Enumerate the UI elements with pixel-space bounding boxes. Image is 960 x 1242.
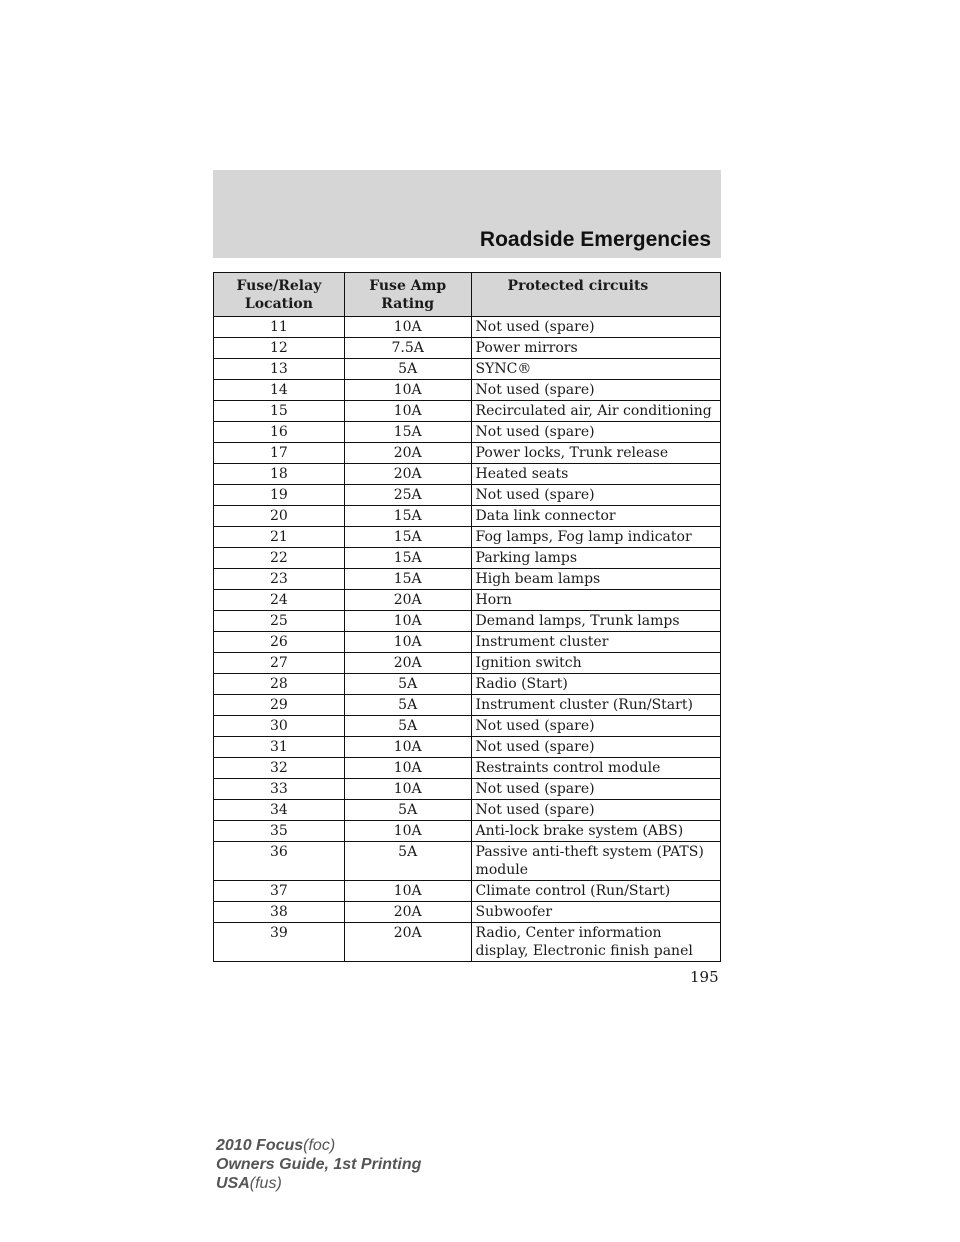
cell-location: 20 [214, 506, 345, 527]
table-row [214, 821, 721, 842]
table-row [214, 422, 721, 443]
table-header-row [214, 273, 721, 317]
table-row [214, 527, 721, 548]
cell-amp: 5A [344, 359, 471, 380]
table-row [214, 590, 721, 611]
cell-circuits: Not used (spare) [471, 485, 720, 506]
cell-amp: 5A [344, 674, 471, 695]
cell-amp: 10A [344, 317, 471, 338]
cell-amp: 10A [344, 401, 471, 422]
cell-circuits: Instrument cluster (Run/Start) [471, 695, 720, 716]
cell-circuits: Parking lamps [471, 548, 720, 569]
page-number: 195 [690, 968, 719, 986]
cell-circuits: Not used (spare) [471, 380, 720, 401]
cell-amp: 15A [344, 422, 471, 443]
footer-line-2: Owners Guide, 1st Printing [216, 1156, 422, 1173]
cell-amp: 20A [344, 590, 471, 611]
cell-amp: 25A [344, 485, 471, 506]
column-header-amp [344, 273, 471, 317]
cell-amp: 5A [344, 800, 471, 821]
table-row [214, 800, 721, 821]
cell-circuits: Not used (spare) [471, 317, 720, 338]
cell-amp: 20A [344, 923, 471, 962]
section-header-band [213, 170, 721, 258]
cell-circuits: Horn [471, 590, 720, 611]
cell-location: 36 [214, 842, 345, 881]
cell-location: 39 [214, 923, 345, 962]
cell-amp: 20A [344, 902, 471, 923]
cell-location: 25 [214, 611, 345, 632]
cell-circuits: Not used (spare) [471, 779, 720, 800]
cell-circuits: Data link connector [471, 506, 720, 527]
section-title: Roadside Emergencies [479, 228, 711, 251]
cell-circuits: Power mirrors [471, 338, 720, 359]
cell-circuits: Recirculated air, Air conditioning [471, 401, 720, 422]
cell-amp: 7.5A [344, 338, 471, 359]
cell-circuits: Ignition switch [471, 653, 720, 674]
table-row [214, 485, 721, 506]
cell-amp: 20A [344, 464, 471, 485]
cell-amp: 15A [344, 569, 471, 590]
cell-amp: 10A [344, 779, 471, 800]
table-row [214, 716, 721, 737]
cell-location: 32 [214, 758, 345, 779]
fuse-table [213, 272, 721, 962]
cell-amp: 15A [344, 506, 471, 527]
cell-circuits: Restraints control module [471, 758, 720, 779]
cell-amp: 20A [344, 443, 471, 464]
cell-location: 34 [214, 800, 345, 821]
cell-location: 21 [214, 527, 345, 548]
cell-location: 16 [214, 422, 345, 443]
cell-circuits: Not used (spare) [471, 422, 720, 443]
footer-model-code: (foc) [303, 1137, 336, 1154]
table-row [214, 464, 721, 485]
table-row [214, 401, 721, 422]
cell-amp: 10A [344, 758, 471, 779]
table-row [214, 779, 721, 800]
cell-location: 30 [214, 716, 345, 737]
table-row [214, 653, 721, 674]
cell-amp: 10A [344, 737, 471, 758]
cell-location: 37 [214, 881, 345, 902]
table-row [214, 842, 721, 881]
table-row [214, 506, 721, 527]
column-header-location-line1: Fuse/Relay [236, 278, 322, 294]
table-row [214, 881, 721, 902]
cell-amp: 15A [344, 548, 471, 569]
cell-circuits: Climate control (Run/Start) [471, 881, 720, 902]
table-row [214, 443, 721, 464]
table-row [214, 317, 721, 338]
cell-amp: 5A [344, 842, 471, 881]
cell-amp: 10A [344, 881, 471, 902]
cell-location: 24 [214, 590, 345, 611]
table-row [214, 359, 721, 380]
cell-location: 33 [214, 779, 345, 800]
table-row [214, 758, 721, 779]
cell-circuits: Not used (spare) [471, 800, 720, 821]
cell-location: 28 [214, 674, 345, 695]
cell-location: 12 [214, 338, 345, 359]
cell-amp: 10A [344, 611, 471, 632]
footer-line-1 [216, 1136, 421, 1155]
column-header-amp-line1: Fuse Amp [369, 278, 447, 294]
cell-amp: 10A [344, 632, 471, 653]
cell-location: 29 [214, 695, 345, 716]
cell-location: 18 [214, 464, 345, 485]
cell-location: 15 [214, 401, 345, 422]
cell-circuits: Radio, Center information display, Electronic finish panel [471, 923, 720, 962]
table-row [214, 695, 721, 716]
column-header-location-line2: Location [244, 296, 313, 312]
cell-amp: 10A [344, 380, 471, 401]
cell-circuits: Not used (spare) [471, 737, 720, 758]
cell-circuits: Demand lamps, Trunk lamps [471, 611, 720, 632]
table-body [214, 317, 721, 962]
table-row [214, 338, 721, 359]
column-header-amp-line2: Rating [381, 296, 435, 312]
cell-circuits: Radio (Start) [471, 674, 720, 695]
footer-market: USA [216, 1175, 250, 1192]
table-row [214, 923, 721, 962]
column-header-circuits: Protected circuits [471, 273, 720, 317]
cell-circuits: Subwoofer [471, 902, 720, 923]
cell-circuits: Anti-lock brake system (ABS) [471, 821, 720, 842]
table-row [214, 674, 721, 695]
table-row [214, 632, 721, 653]
cell-circuits: High beam lamps [471, 569, 720, 590]
cell-amp: 15A [344, 527, 471, 548]
cell-circuits: Passive anti-theft system (PATS) module [471, 842, 720, 881]
cell-amp: 5A [344, 716, 471, 737]
cell-circuits: SYNC® [471, 359, 720, 380]
table-row [214, 737, 721, 758]
cell-circuits: Heated seats [471, 464, 720, 485]
cell-circuits: Power locks, Trunk release [471, 443, 720, 464]
footer-line-3 [216, 1174, 421, 1193]
footer [216, 1136, 421, 1193]
cell-location: 13 [214, 359, 345, 380]
cell-circuits: Fog lamps, Fog lamp indicator [471, 527, 720, 548]
footer-model: 2010 Focus [216, 1137, 304, 1154]
cell-location: 35 [214, 821, 345, 842]
table-row [214, 611, 721, 632]
column-header-location [214, 273, 345, 317]
cell-location: 31 [214, 737, 345, 758]
cell-circuits: Instrument cluster [471, 632, 720, 653]
cell-location: 22 [214, 548, 345, 569]
cell-location: 19 [214, 485, 345, 506]
cell-location: 14 [214, 380, 345, 401]
cell-circuits: Not used (spare) [471, 716, 720, 737]
cell-amp: 20A [344, 653, 471, 674]
cell-location: 27 [214, 653, 345, 674]
cell-location: 26 [214, 632, 345, 653]
cell-location: 17 [214, 443, 345, 464]
cell-amp: 10A [344, 821, 471, 842]
cell-location: 11 [214, 317, 345, 338]
cell-amp: 5A [344, 695, 471, 716]
table-row [214, 902, 721, 923]
footer-market-code: (fus) [249, 1175, 282, 1192]
table-row [214, 380, 721, 401]
cell-location: 23 [214, 569, 345, 590]
table-row [214, 569, 721, 590]
cell-location: 38 [214, 902, 345, 923]
table-row [214, 548, 721, 569]
